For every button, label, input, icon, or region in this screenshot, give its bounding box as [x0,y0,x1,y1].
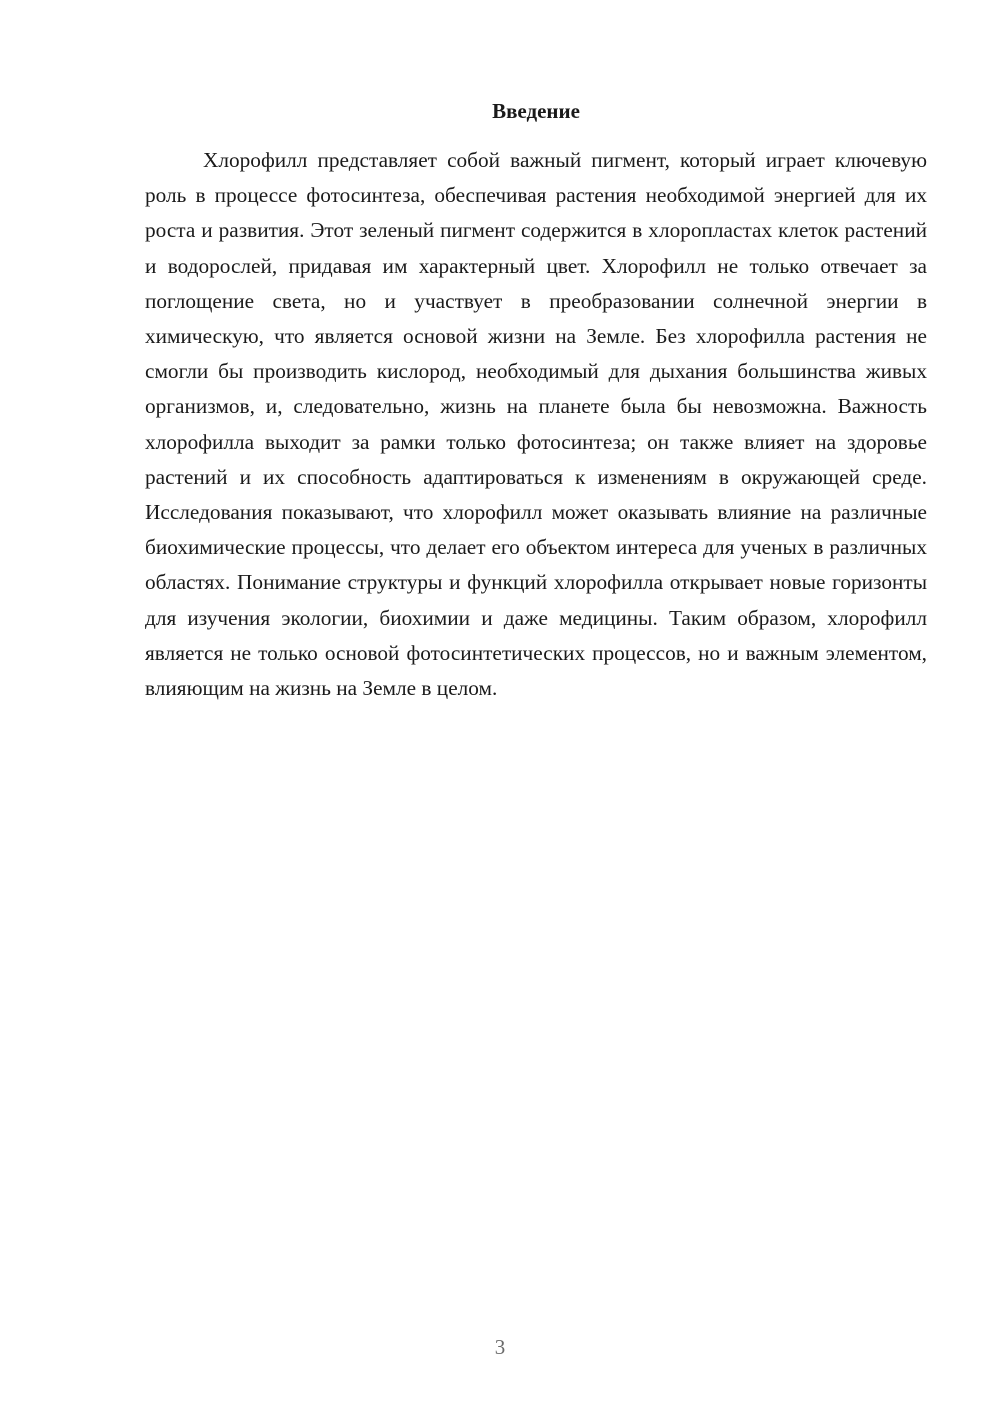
body-paragraph: Хлорофилл представляет собой важный пигмент, который играет ключевую роль в процессе фотосинтеза, обеспечивая растения необходимой энергией для их роста и развития. Этот зеленый пигмент содержится в хлоропластах клеток растений и водорослей, придавая им характерный цвет. Хлорофилл не только отвечает за поглощение света, но и участвует в преобразовании солнечной энергии в химическую, что является основой жизни на Земле. Без хлорофилла растения не смогли бы производить кислород, необходимый для дыхания большинства живых организмов, и, следовательно, жизнь на планете была бы невозможна. Важность хлорофилла выходит за рамки только фотосинтеза; он также влияет на здоровье растений и их способность адаптироваться к изменениям в окружающей среде. Исследования показывают, что хлорофилл может оказывать влияние на различные биохимические процессы, что делает его объектом интереса для ученых в различных областях. Понимание структуры и функций хлорофилла открывает новые горизонты для изучения экологии, биохимии и даже медицины. Таким образом, хлорофилл является не только основой фотосинтетических процессов, но и важным элементом, влияющим на жизнь на Земле в целом. [145,148,927,701]
section-heading: Введение [492,99,580,123]
page-number: 3 [494,1335,506,1359]
